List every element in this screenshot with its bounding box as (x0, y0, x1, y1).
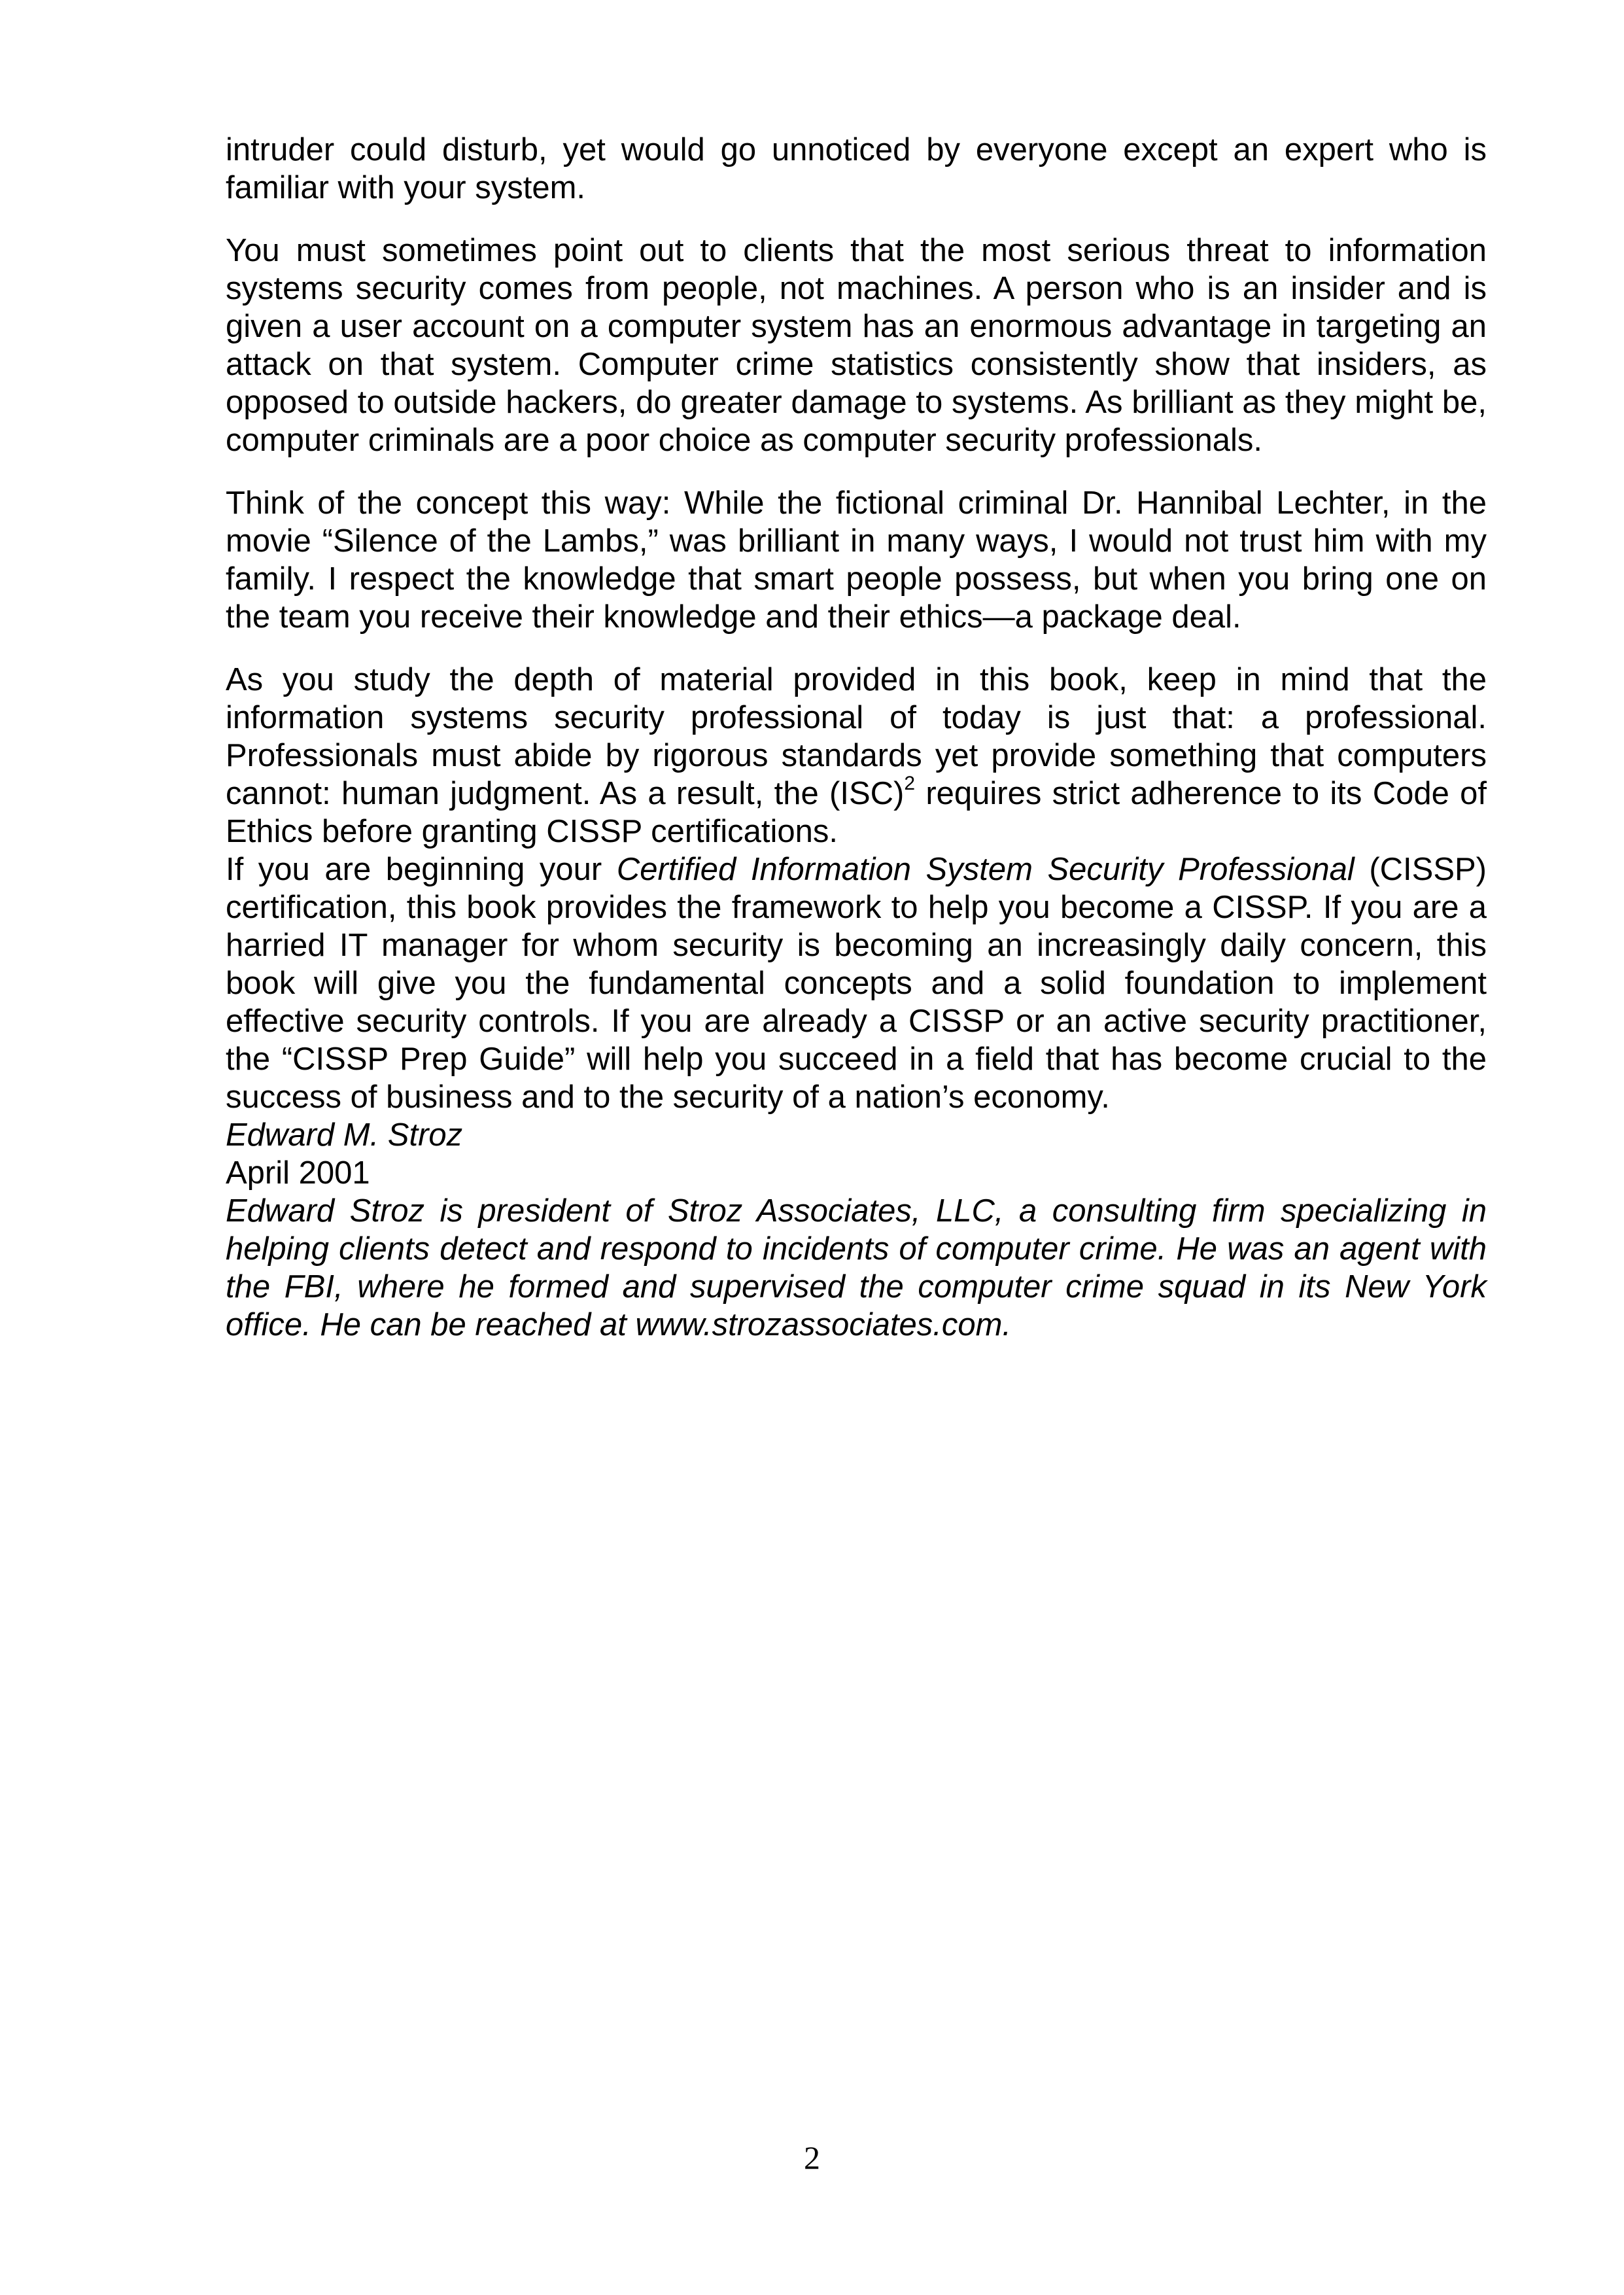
paragraph-professional-standards (226, 661, 1487, 850)
paragraph-cissp-text-end: (CISSP) certification, this book provides the framework to help you become a CISSP. If you are a harried IT manager for whom security is becoming an increasingly daily concern, this book will give you the fundamental concepts and a solid foundation to implement effective security controls. If you are already a CISSP or an active security practitioner, the “CISSP Prep Guide” will help you succeed in a field that has become crucial to the success of business and to the security of a nation’s economy. (226, 852, 1487, 1115)
signature-date: April 2001 (226, 1155, 370, 1191)
page-number: 2 (804, 2139, 820, 2176)
paragraph-cissp-text-start: If you are beginning your (226, 852, 617, 887)
paragraph-professional-standards-text: As you study the depth of material provided in this book, keep in mind that the information systems security professional of today is just that: a professional. Professionals must abide by rigorous standards yet provide something that computers cannot: human judgment. As a result, the (ISC) (226, 662, 1487, 811)
page-body (226, 131, 1487, 1344)
isc-superscript: 2 (904, 773, 916, 794)
paragraph-ethics-concept: Think of the concept this way: While the fictional criminal Dr. Hannibal Lechter, in the movie “Silence of the Lambs,” was brilliant in many ways, I would not trust him with my family. I respect the knowledge that smart people possess, but when you bring one on the team you receive their knowledge and their ethics—a package deal. (226, 485, 1487, 635)
author-bio (226, 1192, 1487, 1344)
paragraph-insider-threat: You must sometimes point out to clients that the most serious threat to information systems security comes from people, not machines. A person who is an insider and is given a user account on a computer system has an enormous advantage in targeting an attack on that system. Computer crime statistics consistently show that insiders, as opposed to outside hackers, do greater damage to systems. As brilliant as they might be, computer criminals are a poor choice as computer security professionals. (226, 233, 1487, 458)
signature-name-text: Edward M. Stroz (226, 1117, 463, 1153)
author-bio-text: Edward Stroz is president of Stroz Associates, LLC, a consulting firm specializing in helping clients detect and respond to incidents of computer crime. He was an agent with the FBI, where he formed and supervised the computer crime squad in its New York office. He can be reached at www.strozassociates.com. (226, 1193, 1487, 1342)
paragraph-cissp-certification (226, 850, 1487, 1116)
paragraph-intruder: intruder could disturb, yet would go unnoticed by everyone except an expert who is familiar with your system. (226, 132, 1487, 205)
signature-name (226, 1116, 1487, 1154)
cissp-title-italic: Certified Information System Security Professional (616, 852, 1355, 887)
paragraph-professional-standards-text-end: requires strict adherence to its Code of Ethics before granting CISSP certifications. (226, 776, 1487, 849)
